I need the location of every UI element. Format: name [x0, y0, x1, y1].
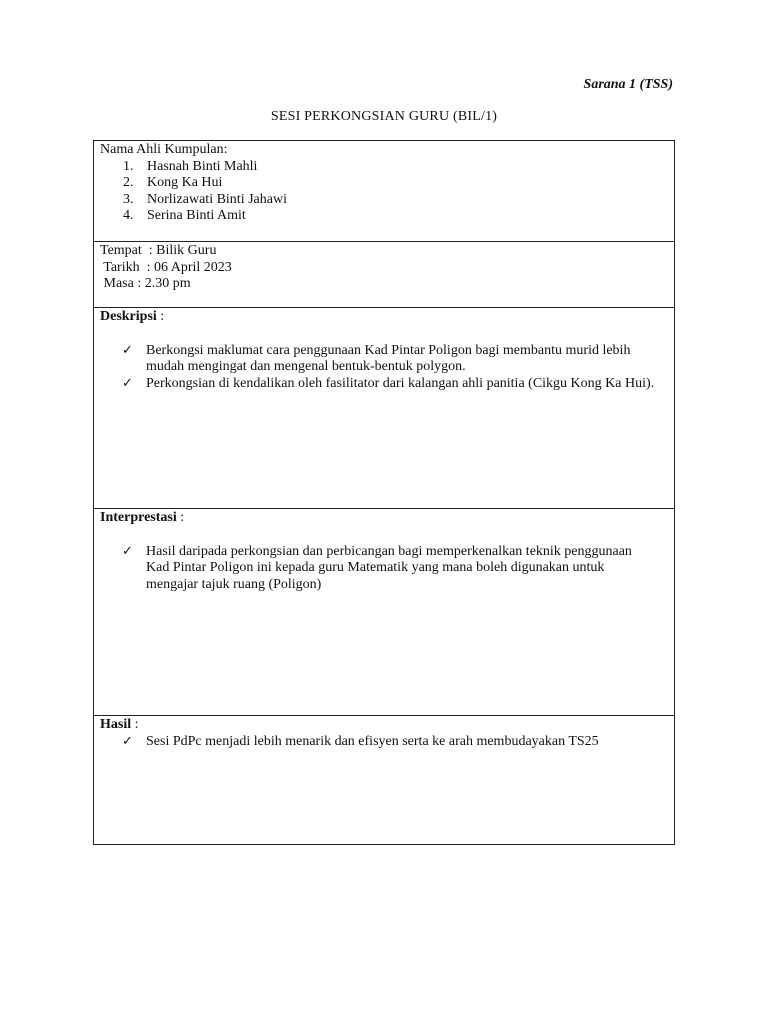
place-line: Tempat : Bilik Guru [100, 243, 217, 258]
description-heading: Deskripsi : [100, 309, 165, 324]
members-list [100, 159, 668, 225]
interpretation-heading: Interprestasi : [100, 510, 185, 525]
document-reference: Sarana 1 (TSS) [583, 77, 673, 92]
member-name: Hasnah Binti Mahli [147, 158, 258, 174]
check-icon: ✓ [122, 543, 133, 559]
check-icon: ✓ [122, 375, 133, 391]
members-section [94, 141, 674, 242]
report-form [93, 140, 675, 845]
list-item [100, 192, 668, 209]
result-heading: Hasil : [100, 717, 139, 732]
member-name: Kong Ka Hui [147, 175, 223, 190]
members-label: Nama Ahli Kumpulan: [100, 142, 228, 157]
check-icon: ✓ [122, 342, 133, 358]
list-number: 2. [123, 175, 134, 190]
list-item [100, 343, 668, 376]
meta-section [94, 242, 674, 308]
interpretation-section [94, 509, 674, 716]
result-text: Sesi PdPc menjadi lebih menarik dan efisyen serta ke arah membudayakan TS25 [146, 733, 599, 749]
list-item [100, 376, 668, 393]
member-name: Serina Binti Amit [147, 208, 246, 223]
document-title: SESI PERKONGSIAN GURU (BIL/1) [270, 109, 498, 124]
list-number: 3. [123, 191, 134, 207]
result-section [94, 716, 674, 844]
description-text: Berkongsi maklumat cara penggunaan Kad Pintar Poligon bagi membantu murid lebih mudah mengingat dan mengenal bentuk-bentuk polygon. [146, 342, 631, 374]
description-text: Perkongsian di kendalikan oleh fasilitator dari kalangan ahli panitia (Cikgu Kong Ka Hui). [146, 375, 655, 391]
list-item [100, 208, 668, 225]
check-icon: ✓ [122, 733, 133, 749]
list-item [100, 544, 668, 594]
list-number: 1. [123, 158, 134, 174]
member-name: Norlizawati Binti Jahawi [147, 191, 287, 207]
date-line: Tarikh : 06 April 2023 [100, 259, 232, 275]
list-item [100, 175, 668, 192]
interpretation-list [100, 544, 668, 594]
time-line: Masa : 2.30 pm [100, 276, 191, 291]
list-number: 4. [123, 208, 134, 223]
result-list [100, 734, 668, 751]
list-item [100, 734, 668, 751]
interpretation-text: Hasil daripada perkongsian dan perbicangan bagi memperkenalkan teknik penggunaan Kad Pintar Poligon ini kepada guru Matematik yang mana boleh digunakan untuk mengajar tajuk ruang (Poligon) [146, 543, 632, 592]
list-item [100, 159, 668, 176]
description-list [100, 343, 668, 393]
description-section [94, 308, 674, 509]
